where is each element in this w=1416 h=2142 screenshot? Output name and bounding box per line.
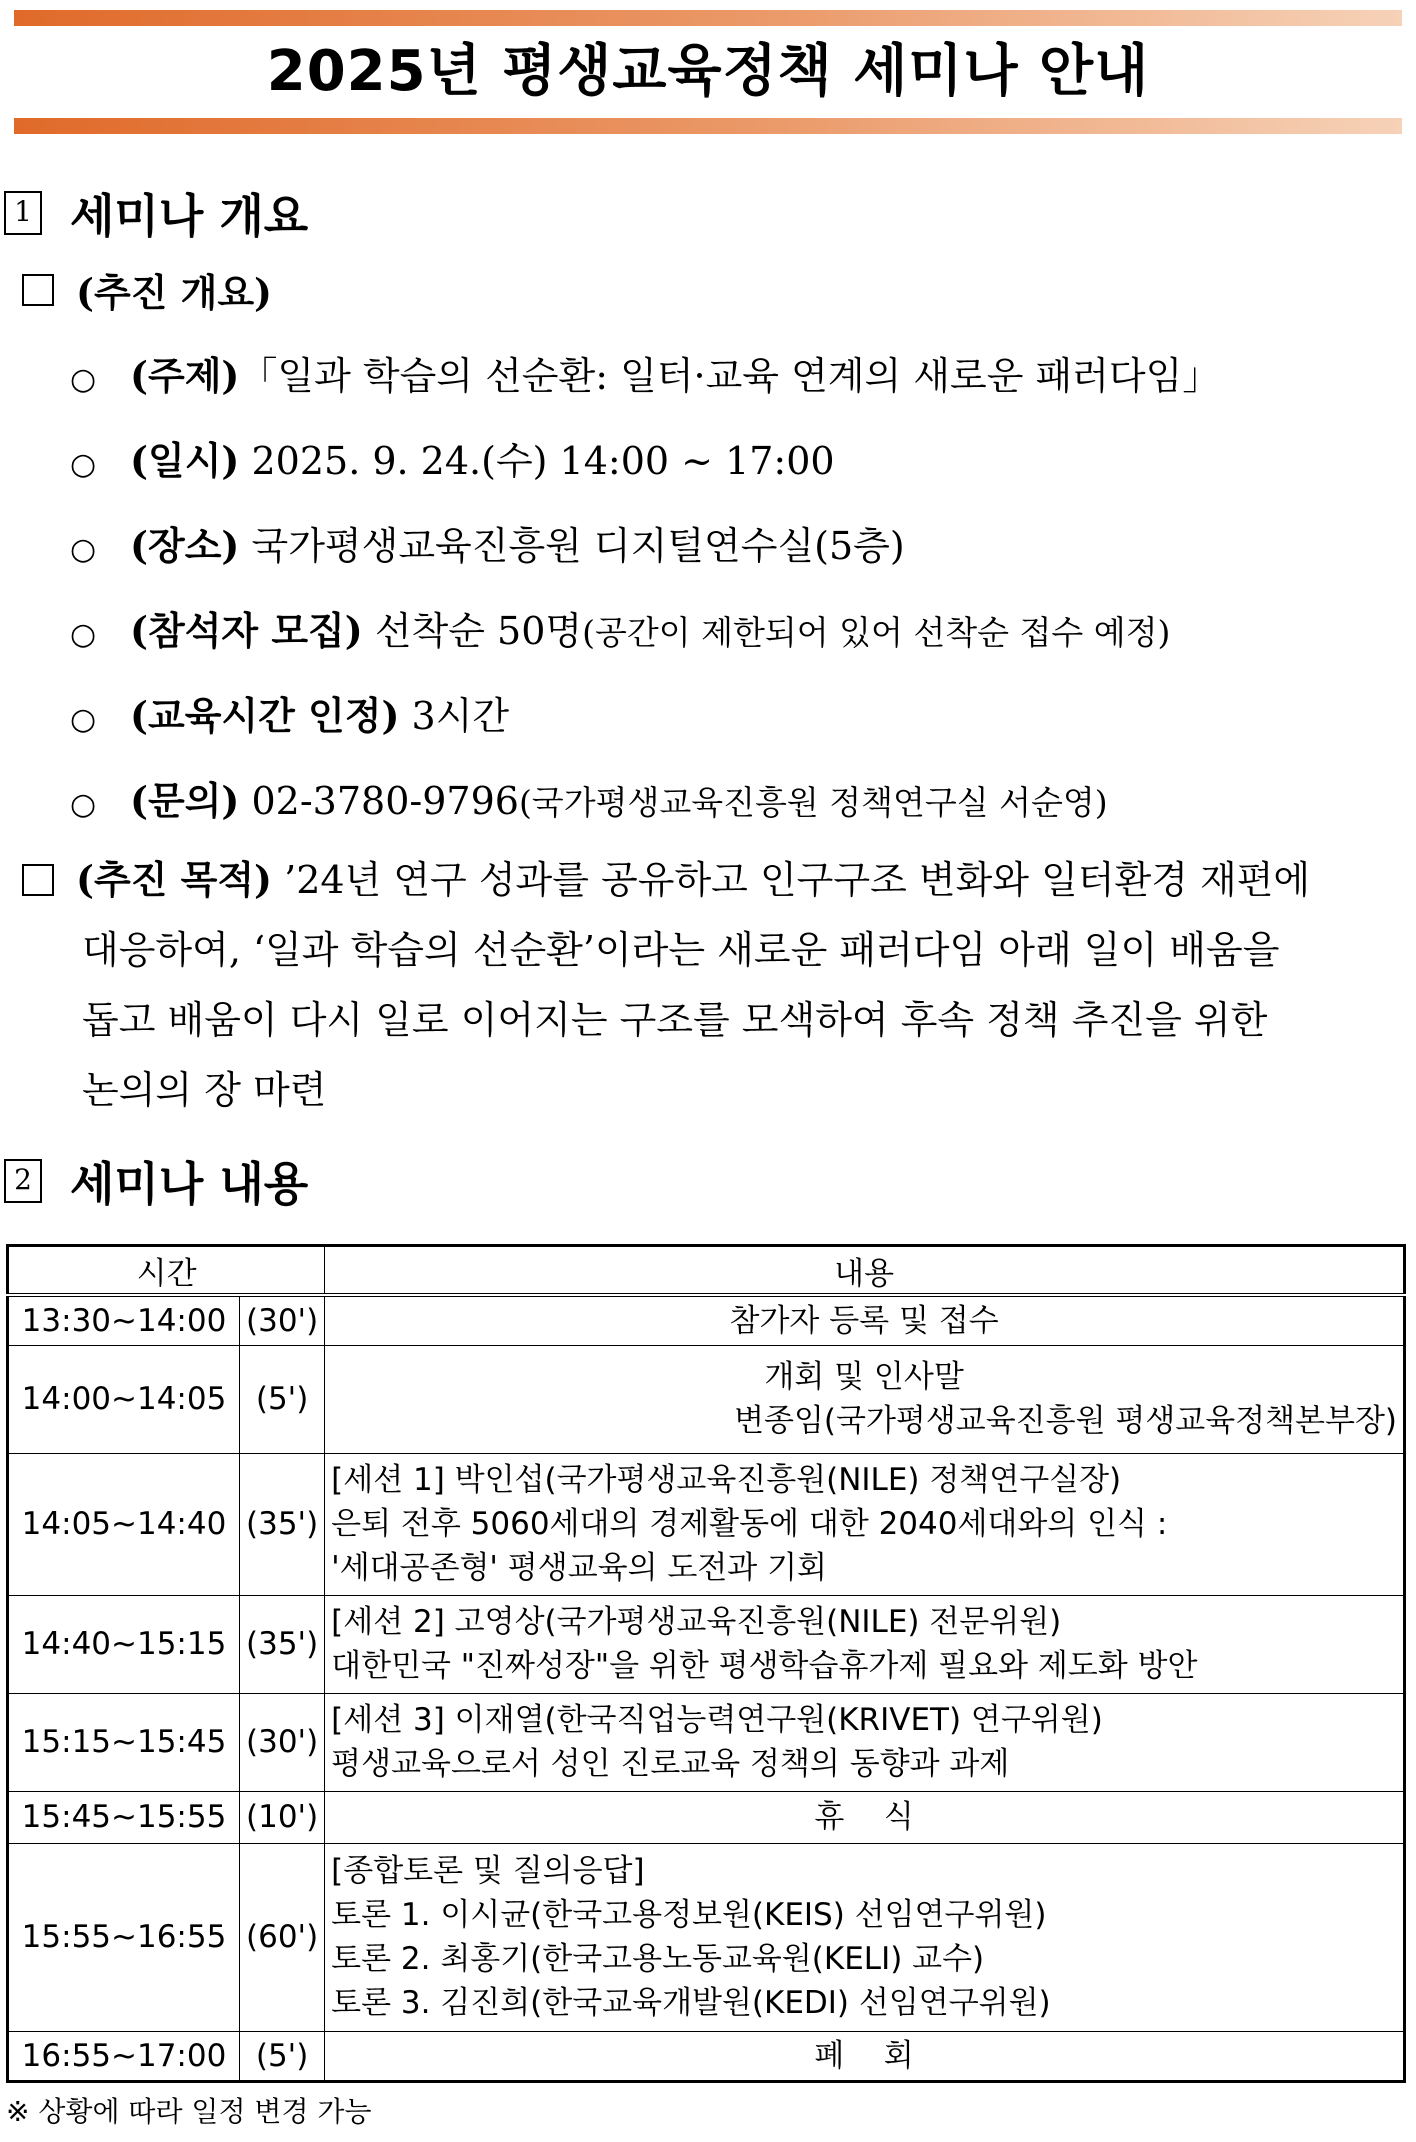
overview-item-label: (교육시간 인정) xyxy=(130,693,400,738)
row-content xyxy=(325,1693,1405,1791)
title-bottom-bar xyxy=(14,118,1402,134)
table-row xyxy=(8,1693,1405,1791)
schedule-table xyxy=(6,1244,1406,2083)
row-duration: (35') xyxy=(240,1453,325,1595)
title-block xyxy=(14,10,1402,134)
content-line: [세션 2] 고영상(국가평생교육진흥원(NILE) 전문위원) xyxy=(331,1604,1062,1640)
purpose-text: ’24년 연구 성과를 공유하고 인구구조 변화와 일터환경 재편에 xyxy=(284,858,1311,902)
row-time: 14:00~14:05 xyxy=(8,1345,240,1453)
row-duration: (5') xyxy=(240,1345,325,1453)
row-duration: (60') xyxy=(240,1843,325,2031)
content-line: 개회 및 인사말 xyxy=(764,1359,964,1395)
overview-item xyxy=(70,430,835,485)
overview-heading-label: (추진 개요) xyxy=(76,270,273,315)
overview-item-text: 국가평생교육진흥원 디지털연수실(5층) xyxy=(251,524,905,568)
content-line: 토론 1. 이시균(한국고용정보원(KEIS) 선임연구위원) xyxy=(331,1897,1047,1933)
table-row xyxy=(8,1345,1405,1453)
overview-item-label: (주제) xyxy=(130,353,240,398)
section-2-label: 세미나 내용 xyxy=(70,1157,309,1211)
section-1-label: 세미나 개요 xyxy=(70,189,309,243)
content-line: [세션 1] 박인섭(국가평생교육진흥원(NILE) 정책연구실장) xyxy=(331,1462,1122,1498)
circle-bullet-icon: ○ xyxy=(70,787,97,822)
overview-item xyxy=(70,515,905,570)
content-line: 참가자 등록 및 접수 xyxy=(729,1302,999,1339)
table-header-row xyxy=(8,1246,1405,1296)
purpose-line: 돕고 배움이 다시 일로 이어지는 구조를 모색하여 후속 정책 추진을 위한 xyxy=(82,998,1268,1042)
footnote: ※ 상황에 따라 일정 변경 가능 xyxy=(6,2095,372,2128)
purpose-heading: (추진 목적) xyxy=(76,857,273,902)
content-line: 변종임(국가평생교육진흥원 평생교육정책본부장) xyxy=(734,1403,1397,1439)
content-line: [종합토론 및 질의응답] xyxy=(331,1853,645,1889)
row-content xyxy=(325,1791,1405,1843)
content-line: '세대공존형' 평생교육의 도전과 기회 xyxy=(331,1550,827,1586)
content-line: 평생교육으로서 성인 진로교육 정책의 동향과 과제 xyxy=(331,1746,1010,1782)
content-line: 은퇴 전후 5060세대의 경제활동에 대한 2040세대와의 인식 : xyxy=(331,1506,1168,1542)
overview-item xyxy=(70,345,1220,400)
overview-item-label: (일시) xyxy=(130,438,240,483)
row-time: 14:05~14:40 xyxy=(8,1453,240,1595)
overview-item-label: (참석자 모집) xyxy=(130,608,363,653)
content-line: [세션 3] 이재열(한국직업능력연구원(KRIVET) 연구위원) xyxy=(331,1702,1103,1738)
row-content xyxy=(325,1453,1405,1595)
purpose-line: 논의의 장 마련 xyxy=(82,1068,327,1112)
overview-item-text: 선착순 50명 xyxy=(374,609,583,653)
row-time: 14:40~15:15 xyxy=(8,1595,240,1693)
circle-bullet-icon: ○ xyxy=(70,447,97,482)
overview-item-text: 02-3780-9796 xyxy=(251,779,519,823)
row-content xyxy=(325,1345,1405,1453)
square-bullet-icon xyxy=(22,274,54,306)
header-content: 내용 xyxy=(325,1246,1405,1296)
content-line: 토론 2. 최홍기(한국고용노동교육원(KELI) 교수) xyxy=(331,1941,985,1977)
content-line: 폐 회 xyxy=(814,2037,914,2074)
content-line: 휴 식 xyxy=(814,1799,914,1835)
overview-item xyxy=(70,685,509,740)
row-time: 15:45~15:55 xyxy=(8,1791,240,1843)
circle-bullet-icon: ○ xyxy=(70,702,97,737)
title-top-bar xyxy=(14,10,1402,26)
purpose-line xyxy=(22,845,1412,915)
row-duration: (30') xyxy=(240,1693,325,1791)
purpose-block xyxy=(22,845,1412,1125)
header-time: 시간 xyxy=(8,1246,325,1296)
row-duration: (35') xyxy=(240,1595,325,1693)
overview-item-label: (문의) xyxy=(130,778,240,823)
table-row xyxy=(8,1295,1405,1345)
table-row xyxy=(8,1791,1405,1843)
section-1-heading xyxy=(4,180,308,246)
overview-item xyxy=(70,770,1108,825)
overview-item-note: (국가평생교육진흥원 정책연구실 서순영) xyxy=(518,783,1108,822)
row-duration: (5') xyxy=(240,2031,325,2081)
overview-item-text: 3시간 xyxy=(411,694,510,738)
row-time: 16:55~17:00 xyxy=(8,2031,240,2081)
row-content xyxy=(325,1843,1405,2031)
row-time: 13:30~14:00 xyxy=(8,1295,240,1345)
overview-item-note: (공간이 제한되어 있어 선착순 접수 예정) xyxy=(582,613,1171,652)
content-line: 토론 3. 김진희(한국교육개발원(KEDI) 선임연구위원) xyxy=(331,1985,1051,2021)
page-title: 2025년 평생교육정책 세미나 안내 xyxy=(266,39,1150,104)
circle-bullet-icon: ○ xyxy=(70,617,97,652)
row-content xyxy=(325,1295,1405,1345)
section-2-number: 2 xyxy=(4,1159,42,1203)
overview-item xyxy=(70,600,1170,655)
overview-item-text: 「일과 학습의 선순환: 일터·교육 연계의 새로운 패러다임」 xyxy=(239,354,1221,398)
row-time: 15:55~16:55 xyxy=(8,1843,240,2031)
square-bullet-icon xyxy=(22,864,54,896)
row-time: 15:15~15:45 xyxy=(8,1693,240,1791)
row-duration: (10') xyxy=(240,1791,325,1843)
table-row xyxy=(8,1595,1405,1693)
row-content xyxy=(325,1595,1405,1693)
row-duration: (30') xyxy=(240,1295,325,1345)
table-row xyxy=(8,1843,1405,2031)
purpose-line: 대응하여, ‘일과 학습의 선순환’이라는 새로운 패러다임 아래 일이 배움을 xyxy=(82,928,1280,972)
circle-bullet-icon: ○ xyxy=(70,362,97,397)
overview-item-label: (장소) xyxy=(130,523,240,568)
circle-bullet-icon: ○ xyxy=(70,532,97,567)
section-1-number: 1 xyxy=(4,191,42,235)
table-row xyxy=(8,2031,1405,2081)
section-2-heading xyxy=(4,1148,308,1214)
overview-item-text: 2025. 9. 24.(수) 14:00 ~ 17:00 xyxy=(251,439,835,483)
table-row xyxy=(8,1453,1405,1595)
overview-heading xyxy=(22,262,272,317)
row-content xyxy=(325,2031,1405,2081)
content-line: 대한민국 "진짜성장"을 위한 평생학습휴가제 필요와 제도화 방안 xyxy=(331,1648,1198,1684)
